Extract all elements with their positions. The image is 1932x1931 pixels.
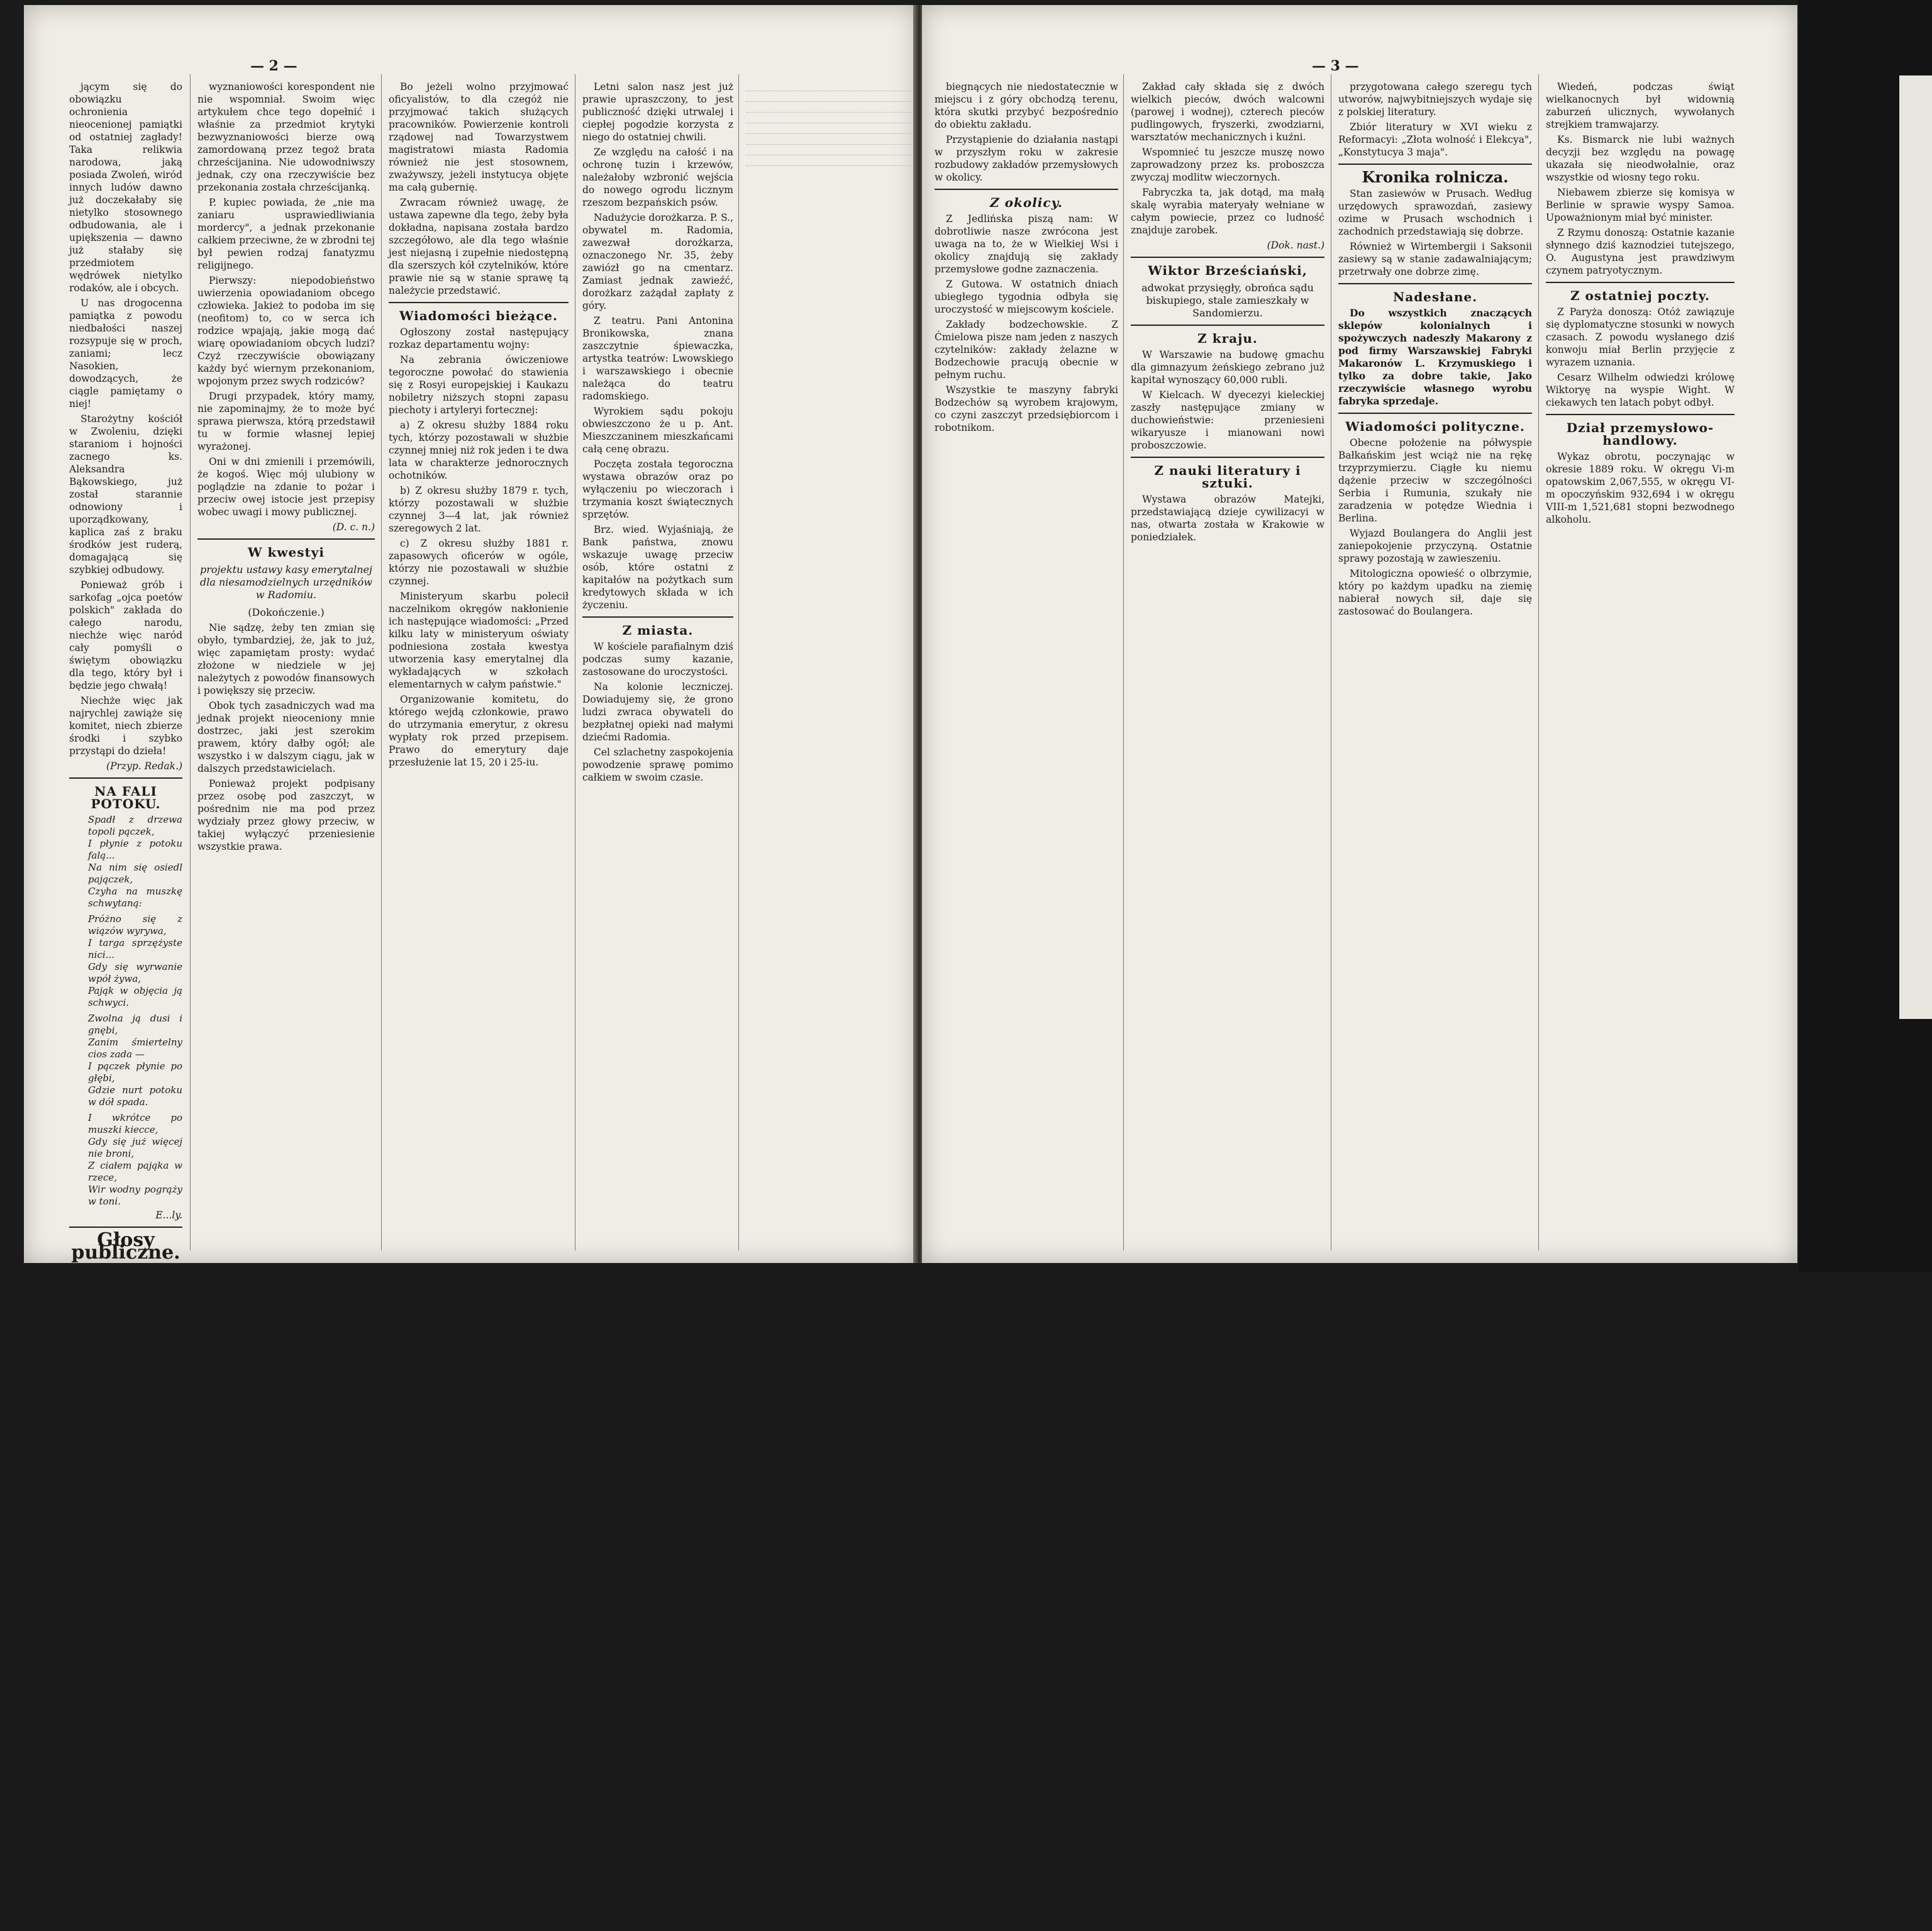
article-paragraph: Poczęta została tegoroczna wystawa obrazów oraz po wyłączeniu po wieczorach i trzymania koszt świątecznych sprzętów. (582, 459, 733, 520)
article-paragraph: Wystawa obrazów Matejki, przedstawiającą dzieje cywilizacyi w nas, otwarta została w Krakowie w poniedziałek. (1131, 494, 1324, 543)
article-paragraph: Letni salon nasz jest już prawie upraszczony, to jest publiczność dzięki utrwalej i ciepłej pogodzie korzysta z niego do ostatniej chwili. (582, 81, 733, 143)
article-paragraph: Niebawem zbierze się komisya w Berlinie w sprawie wyspy Samoa. Upoważnionym miał być minister. (1546, 187, 1735, 223)
article-paragraph: Z Jedlińska piszą nam: W dobrotliwie nasze zwrócona jest uwaga na to, że w Wielkiej Wsi i okolicy znajdują się zakłady przemysłowe godne zaznaczenia. (935, 213, 1118, 275)
poem-line: Spadł z drzewa topoli pączek, (88, 814, 182, 837)
poem-line: Próżno się z wiązów wyrywa, (88, 913, 182, 937)
section-number: XXVI. (111, 1264, 140, 1276)
column-divider (1538, 74, 1539, 1250)
article-paragraph: W Kielcach. W dyecezyi kieleckiej zaszły następujące zmiany w duchowieństwie: przeniesieni wikaryusze i mianowani nowi proboszczowie. (1131, 389, 1324, 451)
right-newspaper-page (922, 5, 1797, 1263)
section-title: Z kraju. (1197, 331, 1258, 346)
article-paragraph: Brz. wied. Wyjaśniają, że Bank państwa, znowu wskazuje uwagę przeciw osób, które ostatni z kapitałów na pożytkach sum kredytowych składa w ich życzeniu. (582, 524, 733, 611)
article-paragraph: Cel szlachetny zaspokojenia powodzenie sprawę pomimo całkiem w swoim czasie. (582, 747, 733, 783)
article-paragraph: Wspomnieć tu jeszcze muszę nowo zaprowadzony przez ks. proboszcza zwyczaj modlitw wieczornych. (1131, 147, 1324, 183)
section-rule (69, 777, 182, 779)
article-paragraph: Ministeryum skarbu polecił naczelnikom okręgów nakłonienie ich następujące wiadomości: „Przed kilku laty w ministeryum oświaty podniesiona została kwestya utworzenia kasy emerytalnej dla wykładających w szkołach elementarnych w całym państwie." (389, 591, 569, 690)
article-paragraph: Starożytny kościół w Zwoleniu, dzięki staraniom i hojności zacnego ks. Aleksandra Bąkowskiego, już został starannie odnowiony i uporządkowany, kaplica zaś z braku środków jest ruderą, domagającą się szybkiej odbudowy. (69, 413, 182, 576)
text-placeholder-line (746, 113, 911, 123)
continuation-note: (D. c. n.) (332, 521, 375, 533)
article-paragraph: Niechże więc jak najrychlej zawiąże się komitet, niech zbierze środki i szybko przystąpi do dzieła! (69, 695, 182, 757)
article-paragraph: Zbiór literatury w XVI wieku z Reformacyi: „Złota wolność i Elekcya", „Konstytucya 3 maja". (1338, 121, 1532, 158)
article-paragraph: Cesarz Wilhelm odwiedzi królowę Wiktoryę na wyspie Wight. W ciekawych ten latach pobyt odbył. (1546, 372, 1735, 408)
poem-line: Wir wodny pogrąży w toni. (88, 1184, 182, 1207)
notice-title: Nadesłane. (1392, 289, 1478, 304)
poem-line: Gdy się już więcej nie broni, (88, 1136, 182, 1159)
article-paragraph: Oni w dni zmienili i przemówili, że kogoś. Więc mój ulubiony w poglądzie na zdanie to pożar i przeciw owej istocie jest przepisy wobec uwagi i mowy publicznej. (197, 456, 375, 518)
section-title: Wiadomości polityczne. (1345, 419, 1525, 434)
column-1 (935, 81, 1118, 1250)
section-rule (1131, 325, 1324, 326)
section-rule (582, 616, 733, 618)
article-paragraph: Wiedeń, podczas świąt wielkanocnych był widownią zaburzeń ulicznych, wywołanych strejkiem tramwajarzy. (1546, 81, 1735, 130)
text-placeholder-line (746, 102, 911, 113)
page-number-left: — 2 — (250, 58, 297, 74)
section-title: Wiadomości bieżące. (399, 308, 558, 323)
section-rule (1546, 414, 1735, 415)
article-paragraph: Zakład cały składa się z dwóch wielkich pieców, dwóch walcowni (parowej i wodnej), czterech pieców pudlingowych, fryszerki, zwodziarni, warsztatów mechanicznych i kuźni. (1131, 81, 1324, 143)
article-paragraph: a) Z okresu służby 1884 roku tych, którzy pozostawali w służbie czynnej mniej niż rok jeden i te dwa lata w charakterze jednorocznych ochotników. (389, 420, 569, 481)
text-placeholder-line (746, 134, 911, 145)
text-placeholder-line (746, 155, 911, 166)
article-paragraph: Fabryczka ta, jak dotąd, ma małą skalę wyrabia materyały wełniane w całym powiecie, przez co ludność znajduje zarobek. (1131, 187, 1324, 236)
section-title: Z okolicy. (990, 195, 1063, 210)
column-4 (582, 81, 733, 1250)
article-paragraph: Bo jeżeli wolno przyjmować oficyalistów, to dla czegóż nie przyjmować takich służących pracowników. Powierzenie kontroli rządowej nad Towarzystwem magistratowi miasta Radomia również nie jest stosownem, zważywszy, jeżeli instytucya objęte ma całą gubernię. (389, 81, 569, 193)
article-paragraph: W kościele parafialnym dziś podczas sumy kazanie, zastosowane do uroczystości. (582, 641, 733, 677)
section-title: Z miasta. (622, 623, 694, 638)
column-divider (1123, 74, 1124, 1250)
article-paragraph: U nas drogocenna pamiątka z powodu niedbałości naszej rozsypuje się w proch, zaniami; lecz Nasokien, dowodzących, że ciągle pamiętamy o niej! (69, 298, 182, 409)
section-note: (Dokończenie.) (248, 606, 325, 618)
adjacent-page-edge (1899, 75, 1932, 1019)
poem-line: I wkrótce po muszki kiecce, (88, 1112, 182, 1135)
section-rule (1131, 457, 1324, 458)
poem-line: I pączek płynie po głębi, (88, 1060, 182, 1084)
article-paragraph: Z Rzymu donoszą: Ostatnie kazanie słynnego dziś kaznodziei tutejszego, O. Augustyna jest prawdziwym czynem patryotycznym. (1546, 227, 1735, 276)
section-title: Z nauki literatury i sztuki. (1154, 463, 1301, 491)
poem-line: Pająk w objęcia ją schwyci. (88, 985, 182, 1008)
column-2 (197, 81, 375, 1250)
poem-line: I płynie z potoku falą... (88, 838, 182, 861)
poem-line: Czyha na muszkę schwytaną: (88, 886, 182, 909)
article-paragraph: Na kolonie leczniczej. Dowiadujemy się, że grono ludzi zwraca obywateli do bezpłatnej opieki nad małymi dziećmi Radomia. (582, 681, 733, 743)
poem-line: Gdy się wyrwanie wpół żywa, (88, 961, 182, 984)
article-paragraph: Zakłady bodzechowskie. Z Ćmielowa pisze nam jeden z naszych czytelników: zakłady żelazne w Bodzechowie pracują obecnie w pełnym ruchu. (935, 319, 1118, 381)
article-paragraph: Ogłoszony został następujący rozkaz departamentu wojny: (389, 326, 569, 350)
article-paragraph: Zwracam również uwagę, że ustawa zapewne dla tego, żeby była dokładna, napisana została bardzo szczegółowo, ale dla tego właśnie jest niejasną i zupełnie niedostępną dla szerszych kół czytelników, które prawie nie są w stanie sprawę tą należycie przedstawić. (389, 197, 569, 296)
ad-text: adwokat przysięgły, obrońca sądu biskupiego, stale zamieszkały w Sandomierzu. (1141, 282, 1314, 319)
article-paragraph: jącym się do obowiązku ochronienia nieocenionej pamiątki od ostatniej zagłady! Taka relikwia narodowa, jaką posiada Zwoleń, wiród innych ludów dawno już doczekałaby się nietylko stosownego odbudowania, ale i upiększenia — dawno już stałaby się przedmiotem wędrówek nietylko rodaków, ale i obcych. (69, 81, 182, 294)
scan-background-edge (1799, 0, 1932, 1272)
article-paragraph: Czy tak jest, zobaczymy, idąc w ślad za wypowiedzianymi w artykule. Pan kupiec przytacza tam przypadki w których ludzie, kiedy czego chcą to umieją i bez wiedzy bez zasad, zachowując przyzwoitość, z chrześcijańską religią jest lepszą od jego wyznania, jak z przyczyn ludzkich. (69, 1564, 182, 1764)
article-paragraph: Mitologiczna opowieść o olbrzymie, który po każdym upadku na ziemię nabierał nowych sił, daje się zastosować do Boulangera. (1338, 568, 1532, 617)
article-paragraph: c) Z okresu służby 1881 r. zapasowych oficerów w ogóle, którzy nie pozostawali w służbie czynnej. (389, 538, 569, 587)
text-placeholder-line (746, 91, 911, 102)
poem-line: Zwolna ją dusi i gnębi, (88, 1013, 182, 1036)
article-paragraph: b) Z okresu służby 1879 r. tych, którzy pozostawali w służbie czynnej 3—4 lat, jak również szeregowych 2 lat. (389, 485, 569, 534)
column-2 (1131, 81, 1324, 1250)
article-paragraph: Wyjazd Boulangera do Anglii jest zaniepokojenie przyczyną. Ostatnie sprawy pozostają w zawieszeniu. (1338, 528, 1532, 564)
article-paragraph: biegnących nie niedostatecznie w miejscu i z góry obchodzą terenu, która skutki przybyć bezpośrednio do obiektu zakładu. (935, 81, 1118, 130)
article-paragraph: W Warszawie na budowę gmachu dla gimnazyum żeńskiego zebrano już kapitał wynoszący 60,000 rubli. (1131, 349, 1324, 386)
poem-line: Gdzie nurt potoku w dół spada. (88, 1084, 182, 1108)
section-title: Dział przemysłowo-handlowy. (1566, 420, 1714, 448)
text-placeholder-line (746, 81, 911, 91)
section-rule (389, 302, 569, 303)
article-paragraph: Ponieważ projekt podpisany przez osobę pod zaszczyt, w pośrednim nie ma pod przez wydziały przez głowy przeciw, w takiej wyłączyć przeniesienie wszystkie prawa. (197, 778, 375, 852)
section-subtitle: Z Polańca w pow. sandomierskim. (81, 1282, 170, 1306)
article-paragraph: przygotowana całego szeregu tych utworów, najwybitniejszych wydaje się z polskiej literatury. (1338, 81, 1532, 118)
article-paragraph: Obecne położenie na półwyspie Bałkańskim jest wciąż nie na rękę trzyprzymierzu. Ciągłe ku niemu dążenie przeciw w szczególności Serbia i Rumunia, szukały nie zaradzenia w potędze Wiednia i Berlina. (1338, 437, 1532, 524)
poem-line: Z ciałem pająka w rzece, (88, 1160, 182, 1183)
column-divider (190, 74, 191, 1250)
poem-line: I targa sprzężyste nici... (88, 937, 182, 960)
article-paragraph: Wykaz obrotu, poczynając w okresie 1889 roku. W okręgu Vi-m opatowskim 2,067,555, w okręgu VI-m opoczyńskim 932,694 i w okręgu VIII-m 1,521,681 stopni bezwodnego alkoholu. (1546, 451, 1735, 525)
section-rule (1338, 164, 1532, 165)
ad-name: Wiktor Brześciański, (1148, 263, 1307, 278)
section-subtitle: projektu ustawy kasy emerytalnej dla niesamodzielnych urzędników w Radomiu. (199, 564, 373, 601)
article-paragraph: P. kupiec powiada, że „nie ma zaniaru usprawiedliwiania mordercy", a jednak przekonanie całkiem przeciwne, że w zbrodni tej był pewien rodzaj fanatyzmu religijnego. (197, 197, 375, 271)
article-paragraph: Obok tych zasadniczych wad ma jednak projekt nieoceniony mnie dostrzec, jaki jest szerokim prawem, który dałby ogół; ale wszystko i w dalszym ciągu, jak w dalszych przedstawicielach. (197, 700, 375, 774)
article-paragraph: Stan zasiewów w Prusach. Według urzędowych sprawozdań, zasiewy ozime w Prusach wschodnich i zachodnich przedstawiają się dobrze. (1338, 188, 1532, 237)
article-paragraph: wyznaniowości korespondent nie nie wspomniał. Swoim więc artykułem chce tego dopełnić i właśnie za przedmiot krytyki bezwyznaniowości bierze ową zamordowaną przez tegoż brata chrześcijanina. Nie udowodniwszy jednak, czy ona rzeczywiście bez przekonania została chrześcijanką. (197, 81, 375, 193)
section-rule (935, 189, 1118, 190)
poem-line: Zanim śmiertelny cios zada — (88, 1037, 182, 1060)
text-placeholder-line (746, 145, 911, 155)
article-paragraph: Z Paryża donoszą: Otóż zawiązuje się dyplomatyczne stosunki w nowych czasach. Z powodu wysłanego dziś konwoju miał Berlin przyjęcie z wyrazem uznania. (1546, 306, 1735, 368)
article-paragraph: Pierwszy: niepodobieństwo uwierzenia opowiadaniom obcego człowieka. Jakież to podoba im się (neofitom) to, co w serca ich rodzice wpajają, jakie mogą dać wiarę opowiadaniom obcych ludzi? Czyż rzeczywiście obowiązany każdy być wiernym przekonaniom, wpojonym przez swych rodziców? (197, 275, 375, 387)
article-paragraph: Z Gutowa. W ostatnich dniach ubiegłego tygodnia odbyła się uroczystość w miejscowym kościele. (935, 279, 1118, 315)
article-paragraph: Ponieważ grób i sarkofag „ojca poetów polskich" zakłada do całego narodu, niechże więc naród cały pomyśli o świętym obowiązku dla tego, który był i będzie jego chwałą! (69, 579, 182, 691)
article-paragraph: Również w Wirtembergii i Saksonii zasiewy są w stanie zadawalniającym; przetrwały one dobrze zimę. (1338, 241, 1532, 277)
article-paragraph: Z teatru. Pani Antonina Bronikowska, znana zaszczytnie śpiewaczka, artystka teatrów: Lwowskiego i warszawskiego i obecnie należąca do teatru radomskiego. (582, 315, 733, 402)
section-rule (69, 1227, 182, 1228)
article-paragraph: Audiatur et altera pars. (Należy przesłuchać i drugą stronę.) Zasady tej wymaga prawo przy rozpoznaniu sprawy sądowej i do wydania sprawiedliwego wyroku. Dla tejże samej zasady i ja obecnie chcę pióro ująć, aby w sprawie rozwiniętej w artykule, pomieszczonym w „Głosach publicznych" „Gaz. Radom." r. b. Czytelnicy wyczytali tam jedno zdanie przeciw p. kupca. (69, 1310, 182, 1561)
poem-title: NA FALI POTOKU. (91, 784, 161, 811)
poem-body (88, 814, 182, 1208)
poem-signature: E...ly. (155, 1210, 182, 1221)
column-4 (1546, 81, 1735, 1250)
article-paragraph: Wyrokiem sądu pokoju obwieszczono że u p. Ant. Mieszczaninem mieszkańcami całą cenę obrazu. (582, 406, 733, 455)
section-title: Głosy publiczne. (71, 1229, 180, 1264)
notice-body: Do wszystkich znaczących sklepów kolonialnych i spożywczych nadeszły Makarony z pod firmy Warszawskiej Fabryki Makaronów L. Krzymuskiego i tylko za dobre takie, Jako rzeczywiście własnego wyrobu fabryka sprzedaje. (1338, 307, 1532, 407)
text-placeholder-line (746, 123, 911, 134)
section-title: W kwestyi (248, 545, 325, 560)
left-newspaper-page (24, 5, 917, 1930)
section-rule (1131, 257, 1324, 258)
section-rule (1546, 282, 1735, 283)
column-5 (746, 81, 911, 1250)
column-3 (389, 81, 569, 1250)
article-paragraph: Ze względu na całość i na ochronę tuzin i krzewów, należałoby wzbronić wejścia do nowego ogrodu licznym rzeszom bezpańskich psów. (582, 147, 733, 208)
article-paragraph: Organizowanie komitetu, do którego wejdą członkowie, prawo do utrzymania emerytur, z okresu wypłaty rok przed przepisem. Prawo do emerytury daje przesłużenie lat 15, 20 i 25-iu. (389, 694, 569, 768)
column-3 (1338, 81, 1532, 1250)
article-paragraph: Ks. Bismarck nie lubi ważnych decyzji bez względu na powagę ukazała się nieodwołalnie, oraz wszystkie od wiosny tego roku. (1546, 134, 1735, 183)
section-rule (1338, 283, 1532, 284)
article-paragraph: Drugi przypadek, który mamy, nie zapominajmy, że to może być sprawa pierwsza, którą przedstawił tu w formie własnej lepiej wyrażonej. (197, 391, 375, 452)
column-1 (69, 81, 182, 1930)
section-title: Kronika rolnicza. (1362, 168, 1509, 186)
article-paragraph: Przystąpienie do działania nastąpi w przyszłym roku w zakresie rozbudowy zakładów przemysłowych w okolicy. (935, 134, 1118, 183)
article-paragraph: Na zebrania ówiczeniowe tegoroczne powołać do stawienia się z Rosyi europejskiej i Kaukazu nobiletry niższych stopni zapasu piechoty i artyleryi fortecznej: (389, 354, 569, 416)
article-paragraph: Wszystkie te maszyny fabryki Bodzechów są wyrobem krajowym, co czyni zaszczyt przedsiębiorcom i robotnikom. (935, 384, 1118, 433)
poem-line: Na nim się osiedl pajączek, (88, 862, 182, 885)
article-paragraph: Nie sądzę, żeby ten zmian się obyło, tymbardziej, że, jak to już, więc zapamiętam prosty: wydać złożone w niedziele w jej należytych z powodów finansowych i powiększy się przeciw. (197, 622, 375, 696)
column-divider (381, 74, 382, 1250)
article-paragraph: Bezwyznaniowość ma być punktem wyjścia dla p. kupca w jego artykule. Korespondent z Kozienic w Nr. 87 „Gazety Radomskiej" r. b. wspomina, iż fanatyzm i bezwyznaniowość są dwie ostateczności; chodzi o to, który z nich jest prawdziwy. (69, 1768, 182, 1930)
column-divider (738, 74, 739, 1250)
section-title: Z ostatniej poczty. (1570, 288, 1711, 303)
article-paragraph: Nadużycie dorożkarza. P. S., obywatel m. Radomia, zawezwał dorożkarza, oznaczonego Nr. 35, żeby zawiózł go na cmentarz. Zamiast jednak zawieźć, dorożkarz zażądał zapłaty z góry. (582, 212, 733, 311)
section-rule (197, 538, 375, 540)
section-rule (1338, 413, 1532, 414)
editor-signature: (Przyp. Redak.) (106, 760, 182, 772)
page-number-right: — 3 — (1312, 58, 1359, 74)
continuation-note: (Dok. nast.) (1267, 240, 1324, 251)
